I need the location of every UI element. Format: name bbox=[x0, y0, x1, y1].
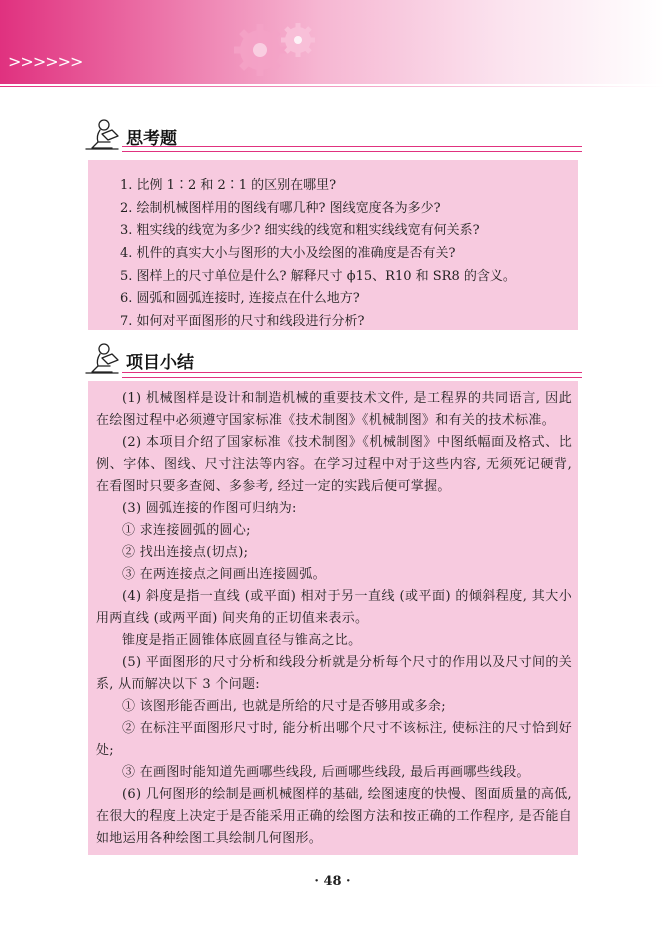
section-title-summary: 项目小结 bbox=[126, 353, 194, 373]
question-item: 5. 图样上的尺寸单位是什么? 解释尺寸 ϕ15、R10 和 SR8 的含义。 bbox=[120, 268, 516, 284]
page-number: · 48 · bbox=[314, 874, 351, 889]
summary-paragraph: (2) 本项目介绍了国家标准《技术制图》《机械制图》中图纸幅面及格式、比例、字体、图线、尺寸注法等内容。在学习过程中对于这些内容, 无须死记硬背, 在看图时只要多查阅、多参考, 经过一定的实践后便可掌握。 bbox=[96, 435, 572, 494]
header-band bbox=[0, 0, 665, 84]
question-item: 7. 如何对平面图形的尺寸和线段进行分析? bbox=[120, 314, 365, 330]
summary-paragraph: ① 该图形能否画出, 也就是所给的尺寸是否够用或多余; bbox=[122, 699, 446, 714]
question-item: 1. 比例 1∶2 和 2∶1 的区别在哪里? bbox=[120, 178, 337, 193]
summary-paragraph: ③ 在画图时能知道先画哪些线段, 后画哪些线段, 最后再画哪些线段。 bbox=[122, 765, 530, 780]
summary-paragraph: ② 在标注平面图形尺寸时, 能分析出哪个尺寸不该标注, 使标注的尺寸恰到好处; bbox=[96, 721, 572, 758]
summary-paragraph: (6) 几何图形的绘制是画机械图样的基础, 绘图速度的快慢、图面质量的高低, 在很大的程度上决定于是否能采用正确的绘图方法和按正确的工作程序, 是否能自如地运用各种绘图工具绘制几何图形。 bbox=[96, 787, 572, 846]
summary-body bbox=[96, 388, 572, 850]
summary-paragraph: ② 找出连接点(切点); bbox=[122, 545, 249, 560]
chevron-decoration: >>>>>> bbox=[8, 52, 83, 71]
questions-panel bbox=[88, 160, 578, 330]
question-item: 3. 粗实线的线宽为多少? 细实线的线宽和粗实线线宽有何关系? bbox=[120, 223, 480, 239]
summary-paragraph: 锥度是指正圆锥体底圆直径与锥高之比。 bbox=[122, 633, 362, 648]
summary-paragraph: ① 求连接圆弧的圆心; bbox=[122, 523, 251, 538]
section-double-rule bbox=[122, 372, 582, 378]
questions-heading bbox=[82, 118, 582, 152]
header-rule bbox=[0, 86, 665, 87]
summary-paragraph: (1) 机械图样是设计和制造机械的重要技术文件, 是工程界的共同语言, 因此在绘图过程中必须遵守国家标准《技术制图》《机械制图》和有关的技术标准。 bbox=[96, 391, 572, 428]
summary-paragraph: (4) 斜度是指一直线 (或平面) 相对于另一直线 (或平面) 的倾斜程度, 其大小用两直线 (或两平面) 间夹角的正切值来表示。 bbox=[96, 589, 572, 626]
summary-panel bbox=[88, 381, 578, 855]
section-double-rule bbox=[122, 146, 582, 152]
question-item: 2. 绘制机械图样用的图线有哪几种? 图线宽度各为多少? bbox=[120, 200, 441, 216]
summary-paragraph: (3) 圆弧连接的作图可归纳为: bbox=[122, 501, 297, 516]
summary-heading bbox=[82, 342, 582, 376]
question-item: 6. 圆弧和圆弧连接时, 连接点在什么地方? bbox=[120, 291, 360, 307]
question-item: 4. 机件的真实大小与图形的大小及绘图的准确度是否有关? bbox=[120, 246, 456, 262]
gears-icon bbox=[226, 18, 326, 80]
reading-person-icon bbox=[82, 118, 122, 152]
section-title-questions: 思考题 bbox=[126, 129, 177, 149]
reading-person-icon bbox=[82, 342, 122, 376]
summary-paragraph: (5) 平面图形的尺寸分析和线段分析就是分析每个尺寸的作用以及尺寸间的关系, 从而解决以下 3 个问题: bbox=[96, 655, 572, 692]
summary-paragraph: ③ 在两连接点之间画出连接圆弧。 bbox=[122, 567, 326, 582]
question-list bbox=[120, 175, 516, 334]
